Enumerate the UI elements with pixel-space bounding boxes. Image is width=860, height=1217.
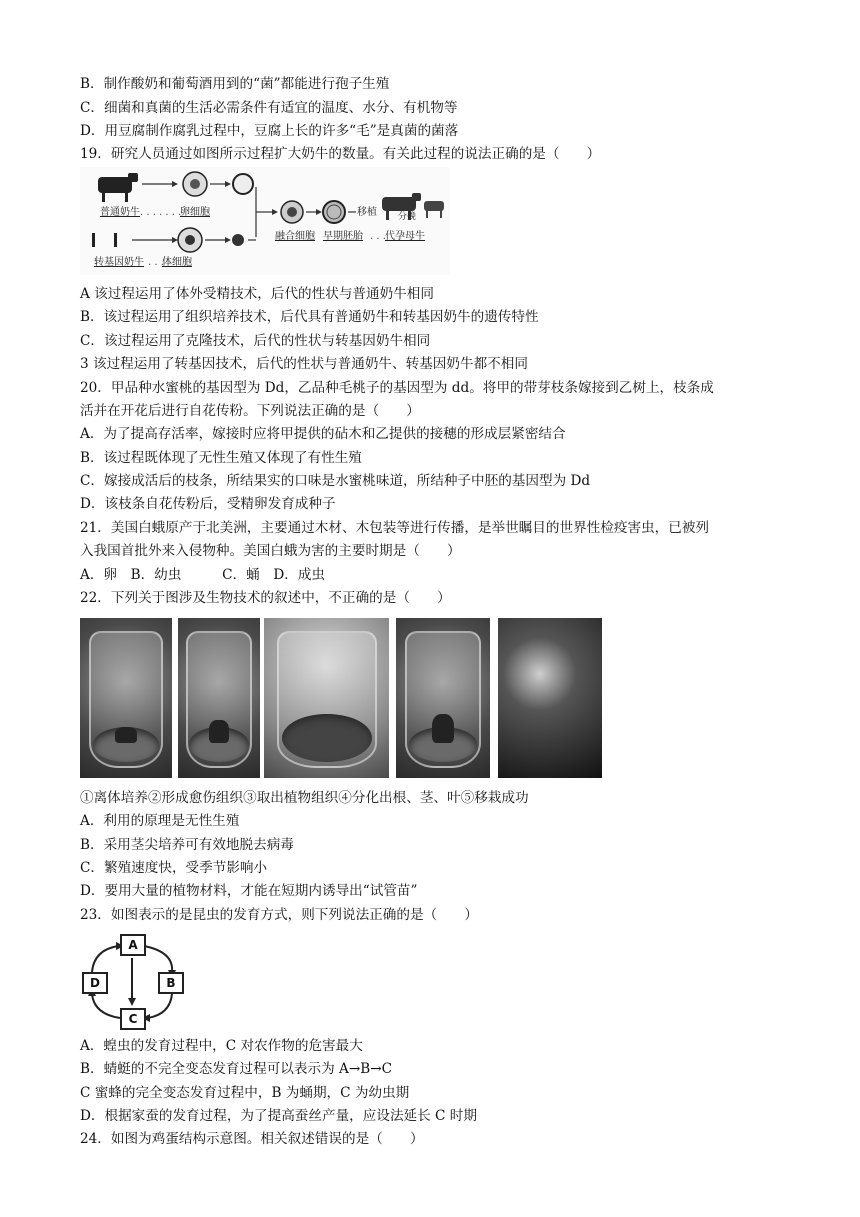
- label-normal-cow: 普通奶牛: [100, 207, 140, 218]
- q19-cloning-diagram: [80, 167, 450, 275]
- q21-options: A．卵 B．幼虫 C．蛹 D．成虫: [80, 567, 326, 583]
- q20-stem-line2: 活并在开花后进行自花传粉。下列说法正确的是（ ）: [80, 403, 420, 419]
- q22-stem: 22．下列关于图涉及生物技术的叙述中，不正确的是（ ）: [80, 590, 451, 606]
- photo-3-plant-tissue: [264, 618, 389, 778]
- label-surrogate: 代孕母牛: [385, 231, 425, 242]
- q22-option-d: D．要用大量的植物材料，才能在短期内诱导出“试管苗”: [80, 883, 418, 899]
- q20-option-d: D．该枝条自花传粉后，受精卵发育成种子: [80, 496, 336, 512]
- stage-d-box: D: [82, 972, 108, 994]
- q19-option-c: C．该过程运用了克隆技术，后代的性状与转基因奶牛相同: [80, 333, 431, 349]
- svg-text:. . . . . . .: . . . . . . .: [140, 207, 182, 218]
- q22-option-b: B．采用茎尖培养可有效地脱去病毒: [80, 837, 294, 853]
- q20-option-a: A．为了提高存活率，嫁接时应将甲提供的砧木和乙提供的接穗的形成层紧密结合: [80, 426, 566, 442]
- label-implant: 移植: [357, 207, 377, 218]
- fused-cell-icon: [281, 201, 303, 223]
- q18-option-c: C．细菌和真菌的生活必需条件有适宜的温度、水分、有机物等: [80, 100, 458, 116]
- q18-option-d: D．用豆腐制作腐乳过程中，豆腐上长的许多“毛”是真菌的菌落: [80, 123, 459, 139]
- q21-stem-line2: 入我国首批外来入侵物种。美国白蛾为害的主要时期是（ ）: [80, 543, 461, 559]
- q22-tissue-culture-photos: [80, 618, 605, 780]
- cloning-process-figure: [80, 167, 450, 275]
- body-cell-icon: [178, 228, 202, 252]
- q23-option-a: A．蝗虫的发育过程中，C 对农作物的危害最大: [80, 1038, 363, 1054]
- q20-option-c: C．嫁接成活后的枝条，所结果实的口味是水蜜桃味道，所结种子中胚的基因型为 Dd: [80, 473, 591, 489]
- q23-option-c: C 蜜蜂的完全变态发育过程中，B 为蛹期，C 为幼虫期: [80, 1085, 410, 1101]
- q23-option-b: B．蜻蜓的不完全变态发育过程可以表示为 A→B→C: [80, 1061, 392, 1077]
- nucleus-icon: [232, 234, 244, 246]
- egg-cell-icon: [183, 172, 207, 196]
- label-body-cell: 体细胞: [162, 257, 192, 268]
- label-early-embryo: 早期胚胎: [323, 231, 363, 242]
- q20-stem-line1: 20．甲品种水蜜桃的基因型为 Dd，乙品种毛桃子的基因型为 dd。将甲的带芽枝条嫁接到乙树上，枝条成: [80, 380, 714, 396]
- q22-caption: ①离体培养②形成愈伤组织③取出植物组织④分化出根、茎、叶⑤移栽成功: [80, 790, 529, 806]
- label-egg-cell: 卵细胞: [180, 207, 210, 218]
- photo-5-transplant: [498, 618, 602, 778]
- stage-c-box: C: [120, 1008, 146, 1030]
- q19-option-a: A 该过程运用了体外受精技术，后代的性状与普通奶牛相同: [80, 286, 434, 302]
- q19-option-d: 3 该过程运用了转基因技术，后代的性状与普通奶牛、转基因奶牛都不相同: [80, 356, 528, 372]
- label-birth: 分娩: [398, 212, 417, 222]
- q19-stem: 19．研究人员通过如图所示过程扩大奶牛的数量。有关此过程的说法正确的是（ ）: [80, 146, 601, 162]
- q23-insect-development-cycle: [80, 928, 184, 1032]
- q22-option-c: C．繁殖速度快，受季节影响小: [80, 860, 268, 876]
- q18-option-b: B．制作酸奶和葡萄酒用到的“菌”都能进行孢子生殖: [80, 76, 390, 92]
- q23-option-d: D．根据家蚕的发育过程，为了提高蚕丝产量，应设法延长 C 时期: [80, 1108, 477, 1124]
- q20-option-b: B．该过程既体现了无性生殖又体现了有性生殖: [80, 450, 362, 466]
- q24-stem: 24．如图为鸡蛋结构示意图。相关叙述错误的是（ ）: [80, 1131, 424, 1147]
- q23-stem: 23．如图表示的是昆虫的发育方式，则下列说法正确的是（ ）: [80, 907, 478, 923]
- photo-2-callus: [178, 618, 260, 778]
- q21-stem-line1: 21．美国白蛾原产于北美洲，主要通过木材、木包装等进行传播，是举世瞩目的世界性检疫害虫，已被列: [80, 520, 710, 536]
- photo-1-isolated-culture: [80, 618, 172, 778]
- q19-option-b: B．该过程运用了组织培养技术，后代具有普通奶牛和转基因奶牛的遗传特性: [80, 309, 539, 325]
- stage-a-box: A: [120, 934, 146, 956]
- svg-text:. . .: . . .: [148, 257, 164, 268]
- photo-4-differentiation: [396, 618, 490, 778]
- label-fused-cell: 融合细胞: [275, 231, 315, 242]
- q22-option-a: A．利用的原理是无性生殖: [80, 813, 240, 829]
- early-embryo-icon: [323, 201, 345, 223]
- svg-text:. . .: . . .: [370, 231, 386, 242]
- stage-b-box: B: [158, 972, 184, 994]
- enucleated-egg-icon: [233, 174, 253, 194]
- label-transgenic-cow: 转基因奶牛: [94, 257, 144, 268]
